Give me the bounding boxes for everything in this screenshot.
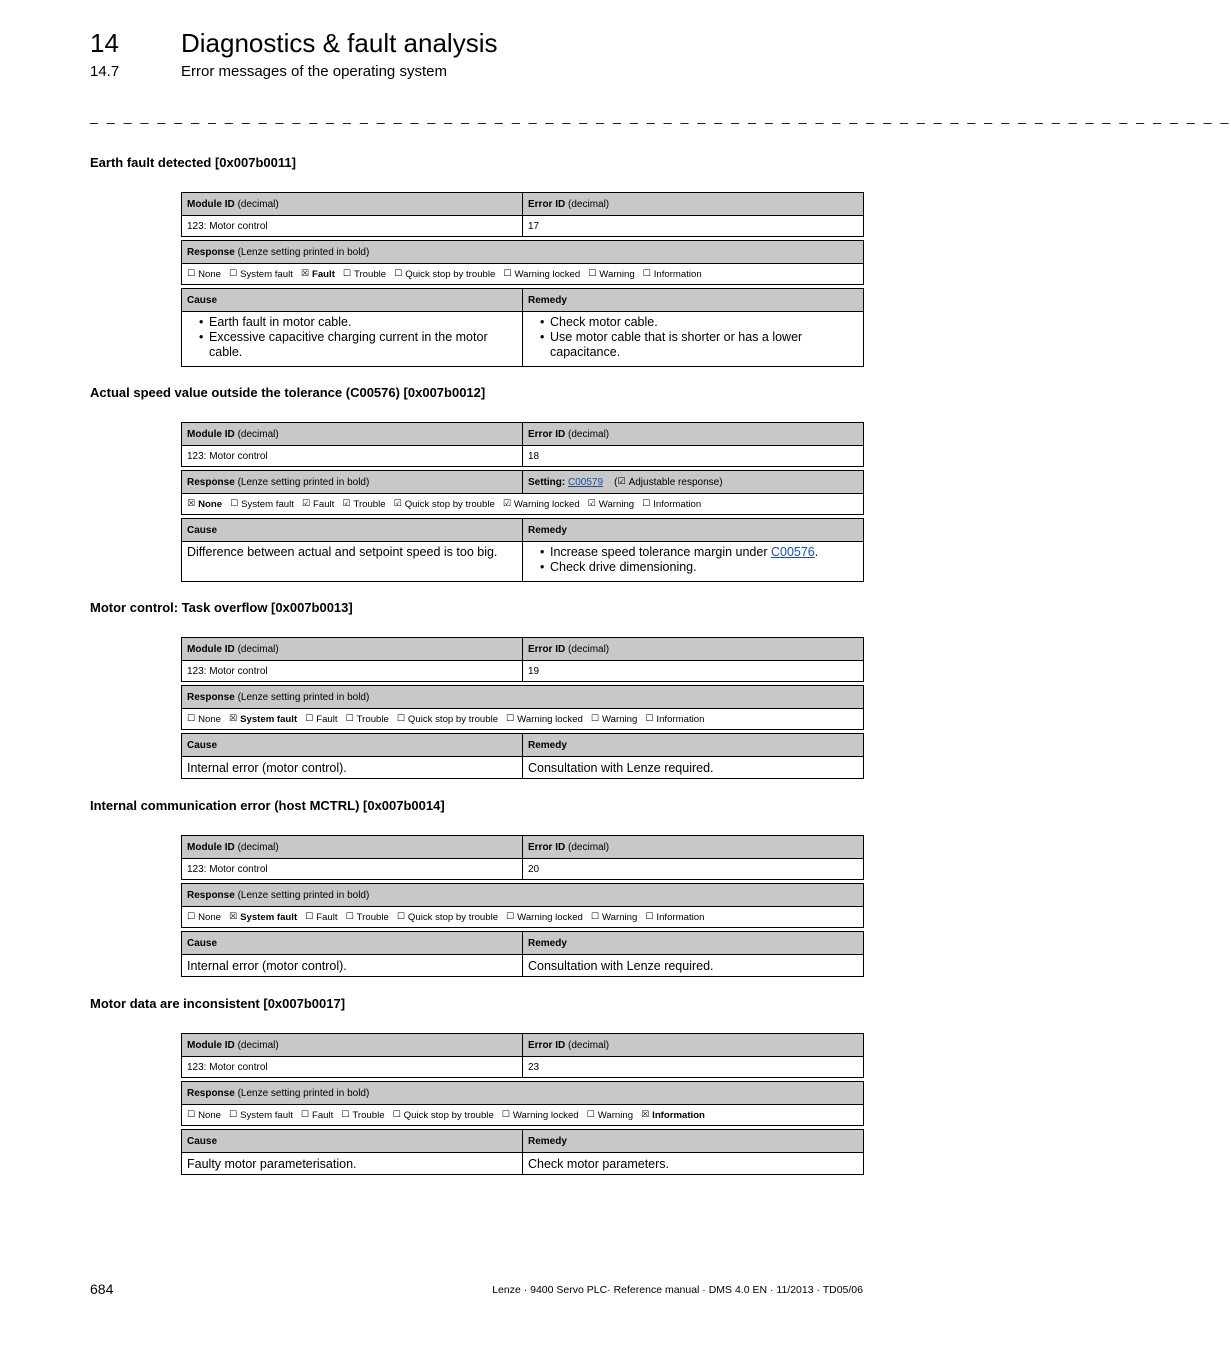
- module-id-value: 123: Motor control: [182, 661, 523, 681]
- option-quick-stop: ☐ Quick stop by trouble: [392, 1109, 494, 1121]
- option-fault: ☑ Fault: [301, 498, 335, 510]
- error-title: Internal communication error (host MCTRL) [0x007b0014]: [90, 798, 445, 813]
- remedy-item: • Increase speed tolerance margin under C00576.: [540, 545, 818, 560]
- option-warning: ☑ Warning: [587, 498, 635, 510]
- option-warning-locked: ☐ Warning locked: [506, 911, 583, 923]
- option-system-fault: ☒ System fault: [229, 713, 298, 725]
- option-warning-locked: ☐ Warning locked: [503, 268, 581, 280]
- id-table: Module ID (decimal) Error ID (decimal) 123: Motor control 18: [181, 422, 864, 467]
- response-options: [182, 709, 863, 729]
- cause-remedy-table: Cause Remedy Internal error (motor control). Consultation with Lenze required.: [181, 931, 864, 977]
- option-trouble: ☐ Trouble: [345, 911, 389, 923]
- cause-remedy-table: Cause Remedy Internal error (motor control). Consultation with Lenze required.: [181, 733, 864, 779]
- cause-list: [187, 315, 517, 360]
- module-id-value: 123: Motor control: [182, 1057, 523, 1077]
- cause-text: Internal error (motor control).: [182, 757, 523, 778]
- response-options: [182, 907, 863, 927]
- error-title: Motor control: Task overflow [0x007b0013]: [90, 600, 353, 615]
- option-fault: ☐ Fault: [300, 1109, 334, 1121]
- id-table: Module ID (decimal) Error ID (decimal) 123: Motor control 19: [181, 637, 864, 682]
- page-number: 684: [90, 1281, 114, 1297]
- id-table: Module ID (decimal) Error ID (decimal) 123: Motor control 17: [181, 192, 864, 237]
- response-table: Response (Lenze setting printed in bold) ☐ None ☒ System fault ☐ Fault ☐ Trouble ☐ Quick stop by trouble ☐ Warning locked ☐ Warning ☐ Information: [181, 883, 864, 928]
- option-none: ☐ None: [187, 268, 222, 280]
- response-options: [182, 494, 863, 514]
- response-table: Response (Lenze setting printed in bold) ☐ None ☒ System fault ☐ Fault ☐ Trouble ☐ Quick stop by trouble ☐ Warning locked ☐ Warning ☐ Information: [181, 685, 864, 730]
- option-warning-locked: ☐ Warning locked: [506, 713, 583, 725]
- option-none: ☒ None: [187, 498, 223, 510]
- option-trouble: ☑ Trouble: [342, 498, 386, 510]
- dashed-rule: _ _ _ _ _ _ _ _ _ _ _ _ _ _ _ _ _ _ _ _ _ _ _ _ _ _ _ _ _ _ _ _ _ _ _ _ _ _ _ _ _ _ _ _ _ _ _ _ _ _ _ _ _ _ _ _ _ _ _ _ _ _ _ _ _ _ _ _: [90, 108, 1231, 124]
- cause-remedy-table: Cause Remedy Difference between actual and setpoint speed is too big. • Increase speed tolerance margin under C00576. • Check drive dimensioning.: [181, 518, 864, 582]
- option-warning-locked: ☐ Warning locked: [501, 1109, 579, 1121]
- error-title: Motor data are inconsistent [0x007b0017]: [90, 996, 346, 1011]
- option-system-fault: ☐ System fault: [229, 1109, 293, 1121]
- option-warning-locked: ☑ Warning locked: [502, 498, 580, 510]
- section-number: 14.7: [90, 63, 120, 80]
- option-fault: ☐ Fault: [305, 713, 338, 725]
- remedy-item: • Check drive dimensioning.: [540, 560, 818, 575]
- module-id-value: 123: Motor control: [182, 216, 523, 236]
- cause-item: • Earth fault in motor cable.: [199, 315, 517, 330]
- error-id-value: 18: [528, 450, 540, 462]
- error-title: Earth fault detected [0x007b0011]: [90, 155, 296, 170]
- option-none: ☐ None: [187, 911, 222, 923]
- section-title: Error messages of the operating system: [181, 63, 447, 80]
- response-table: Response (Lenze setting printed in bold) ☐ None ☐ System fault ☐ Fault ☐ Trouble ☐ Quick stop by trouble ☐ Warning locked ☐ Warning ☒ Information: [181, 1081, 864, 1126]
- remedy-item: • Check motor cable.: [540, 315, 858, 330]
- remedy-text: Check motor parameters.: [528, 1156, 670, 1171]
- option-trouble: ☐ Trouble: [341, 1109, 385, 1121]
- id-table: Module ID (decimal) Error ID (decimal) 123: Motor control 20: [181, 835, 864, 880]
- id-table: Module ID (decimal) Error ID (decimal) 123: Motor control 23: [181, 1033, 864, 1078]
- remedy-text: Consultation with Lenze required.: [528, 958, 714, 973]
- option-information: ☐ Information: [645, 911, 705, 923]
- option-quick-stop: ☑ Quick stop by trouble: [393, 498, 495, 510]
- option-system-fault: ☐ System fault: [230, 498, 294, 510]
- error-title: Actual speed value outside the tolerance (C00576) [0x007b0012]: [90, 385, 486, 400]
- module-id-value: 123: Motor control: [182, 859, 523, 879]
- option-warning: ☐ Warning: [588, 268, 635, 280]
- module-id-value: 123: Motor control: [182, 446, 523, 466]
- option-information: ☐ Information: [642, 268, 702, 280]
- cause-remedy-table: Cause Remedy • Earth fault in motor cable. • Excessive capacitive charging current in the motor cable. • Check motor cable. • Use motor cable that is shorter or has a lower capacitance.: [181, 288, 864, 367]
- response-options: [182, 1105, 863, 1125]
- option-warning: ☐ Warning: [590, 911, 638, 923]
- remedy-list: [528, 315, 858, 360]
- error-id-value: 19: [528, 665, 540, 677]
- adjustable-checkbox: ☑: [617, 477, 626, 487]
- response-table: Response (Lenze setting printed in bold) ☐ None ☐ System fault ☒ Fault ☐ Trouble ☐ Quick stop by trouble ☐ Warning locked ☐ Warning ☐ Information: [181, 240, 864, 285]
- option-quick-stop: ☐ Quick stop by trouble: [396, 713, 499, 725]
- option-warning: ☐ Warning: [590, 713, 638, 725]
- option-none: ☐ None: [187, 1109, 222, 1121]
- option-information: ☒ Information: [641, 1109, 705, 1121]
- option-information: ☐ Information: [642, 498, 702, 510]
- remedy-item: • Use motor cable that is shorter or has a lower capacitance.: [540, 330, 858, 360]
- option-trouble: ☐ Trouble: [345, 713, 389, 725]
- cause-item: • Excessive capacitive charging current in the motor cable.: [199, 330, 517, 360]
- cause-text: Internal error (motor control).: [182, 955, 523, 976]
- option-system-fault: ☒ System fault: [229, 911, 298, 923]
- option-fault: ☐ Fault: [305, 911, 338, 923]
- cause-text: Difference between actual and setpoint speed is too big.: [182, 542, 523, 581]
- chapter-title: Diagnostics & fault analysis: [181, 28, 498, 58]
- setting-link[interactable]: C00579: [568, 476, 604, 488]
- remedy-text: Consultation with Lenze required.: [528, 760, 714, 775]
- option-warning: ☐ Warning: [586, 1109, 634, 1121]
- chapter-number: 14: [90, 28, 119, 58]
- error-id-value: 17: [528, 220, 540, 232]
- option-information: ☐ Information: [645, 713, 705, 725]
- option-fault: ☒ Fault: [300, 268, 335, 280]
- error-id-value: 23: [528, 1061, 540, 1073]
- footer-text: Lenze · 9400 Servo PLC· Reference manual · DMS 4.0 EN · 11/2013 · TD05/06: [492, 1284, 863, 1296]
- cause-text: Faulty motor parameterisation.: [182, 1153, 523, 1174]
- option-quick-stop: ☐ Quick stop by trouble: [394, 268, 496, 280]
- option-quick-stop: ☐ Quick stop by trouble: [396, 911, 499, 923]
- option-trouble: ☐ Trouble: [342, 268, 387, 280]
- cause-remedy-table: Cause Remedy Faulty motor parameterisation. Check motor parameters.: [181, 1129, 864, 1175]
- remedy-list: [528, 545, 818, 575]
- option-system-fault: ☐ System fault: [229, 268, 293, 280]
- error-id-value: 20: [528, 863, 540, 875]
- option-none: ☐ None: [187, 713, 222, 725]
- remedy-link[interactable]: C00576: [770, 545, 815, 559]
- response-table: Response (Lenze setting printed in bold) Setting: C00579 ( ☑ Adjustable response) ☒ None ☐ System fault ☑ Fault ☑ Trouble ☑ Quick stop by trouble ☑ Warning locked ☑ Warning ☐ Information: [181, 470, 864, 515]
- response-options: [182, 264, 863, 284]
